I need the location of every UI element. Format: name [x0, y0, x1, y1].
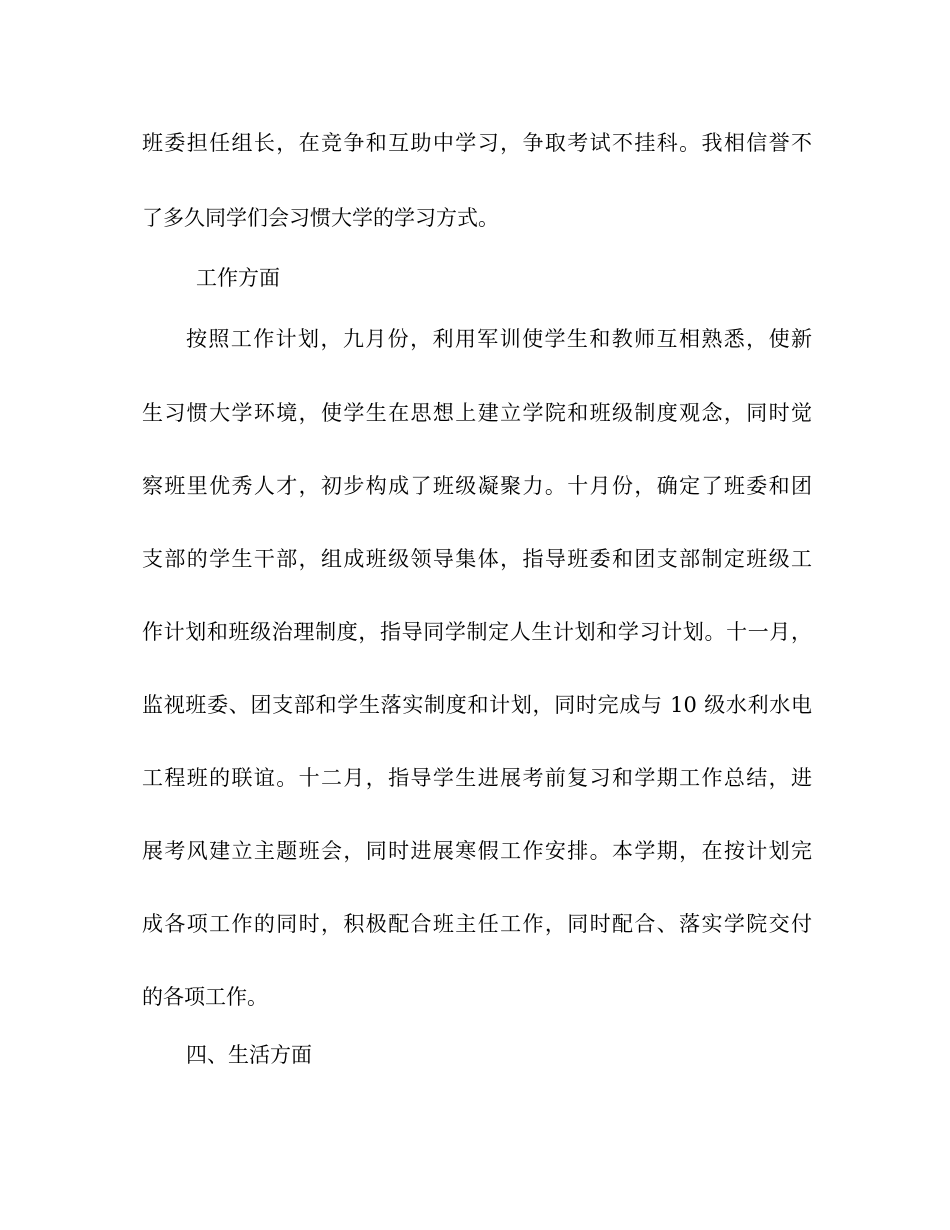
section-subheading-work: 工作方面 [196, 266, 280, 290]
text-line-1: 班委担任组长，在竞争和互助中学习，争取考试不挂科。我相信誉不 [142, 131, 812, 155]
text-line-6: 察班里优秀人才，初步构成了班级凝聚力。十月份，确定了班委和团 [142, 474, 812, 498]
text-line-10: 工程班的联谊。十二月，指导学生进展考前复习和学期工作总结，进 [142, 766, 812, 790]
text-line-12: 成各项工作的同时，积极配合班主任工作，同时配合、落实学院交付 [142, 912, 812, 936]
text-line-4: 按照工作计划，九月份，利用军训使学生和教师互相熟悉，使新 [186, 327, 812, 351]
text-line-7: 支部的学生干部，组成班级领导集体，指导班委和团支部制定班级工 [142, 547, 812, 571]
text-line-5: 生习惯大学环境，使学生在思想上建立学院和班级制度观念，同时觉 [142, 401, 812, 425]
text-line-9: 监视班委、团支部和学生落实制度和计划，同时完成与 10 级水利水电 [142, 693, 812, 717]
text-line-8: 作计划和班级治理制度，指导同学制定人生计划和学习计划。十一月， [142, 620, 812, 644]
text-line-2: 了多久同学们会习惯大学的学习方式。 [142, 206, 499, 230]
text-line-13: 的各项工作。 [142, 985, 268, 1009]
section-heading-life: 四、生活方面 [186, 1043, 312, 1067]
text-line-11: 展考风建立主题班会，同时进展寒假工作安排。本学期，在按计划完 [142, 839, 812, 863]
